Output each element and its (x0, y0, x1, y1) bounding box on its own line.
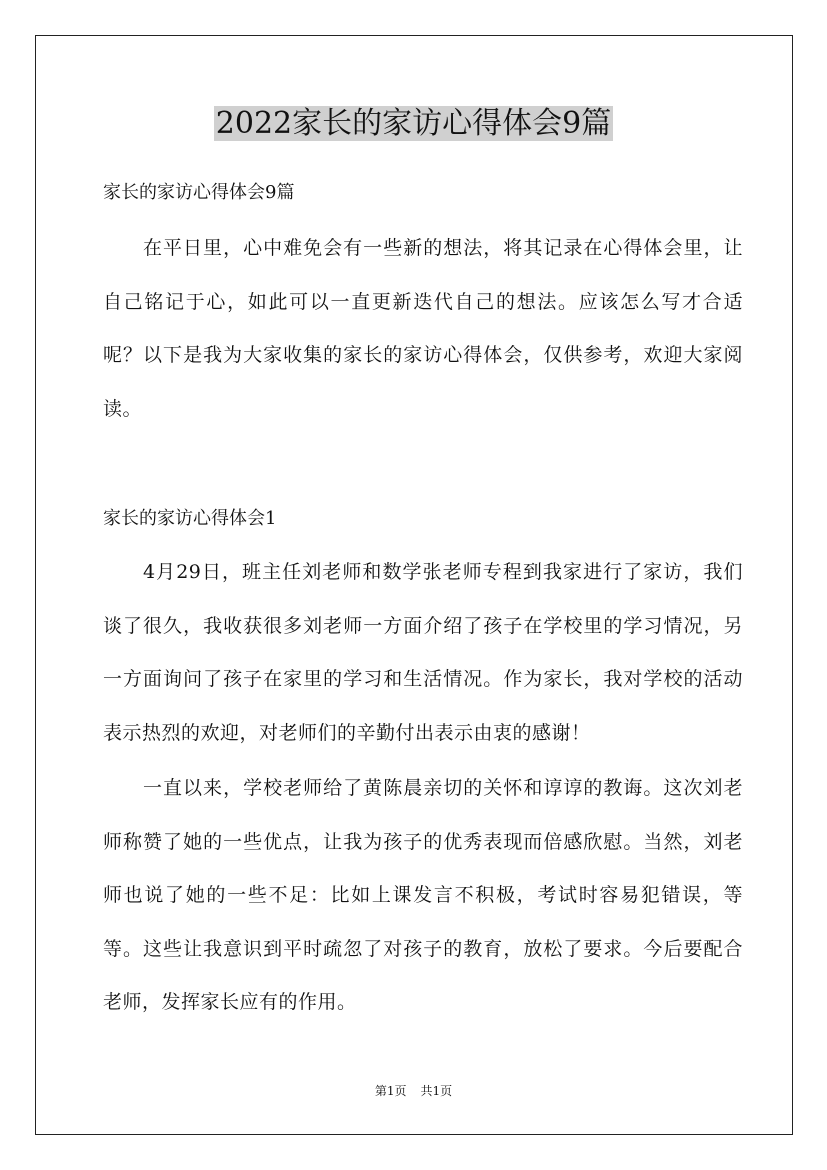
page-footer (0, 1083, 827, 1099)
page-total: 共1页 (420, 1084, 453, 1098)
section-1-heading: 家长的家访心得体会1 (103, 508, 277, 529)
section-1-paragraph-2: 一直以来，学校老师给了黄陈晨亲切的关怀和谆谆的教诲。这次刘老师称赞了她的一些优点，让我为孩子的优秀表现而倍感欣慰。当然，刘老师也说了她的一些不足：比如上课发言不积极，考试时容易犯错误，等等。这些让我意识到平时疏忽了对孩子的教育，放松了要求。今后要配合老师，发挥家长应有的作用。 (103, 777, 743, 1013)
intro-heading: 家长的家访心得体会9篇 (103, 182, 295, 203)
page-number: 第1页 (374, 1084, 407, 1098)
section-1-paragraph-1: 4月29日，班主任刘老师和数学张老师专程到我家进行了家访，我们谈了很久，我收获很多刘老师一方面介绍了孩子在学校里的学习情况，另一方面询问了孩子在家里的学习和生活情况。作为家长，我对学校的活动表示热烈的欢迎，对老师们的辛勤付出表示由衷的感谢！ (103, 561, 743, 744)
document-title-text: 2022家长的家访心得体会9篇 (215, 106, 612, 141)
document-title (0, 104, 827, 144)
intro-paragraph: 在平日里，心中难免会有一些新的想法，将其记录在心得体会里，让自己铭记于心，如此可以一直更新迭代自己的想法。应该怎么写才合适呢？以下是我为大家收集的家长的家访心得体会，仅供参考，欢迎大家阅读。 (103, 237, 743, 420)
